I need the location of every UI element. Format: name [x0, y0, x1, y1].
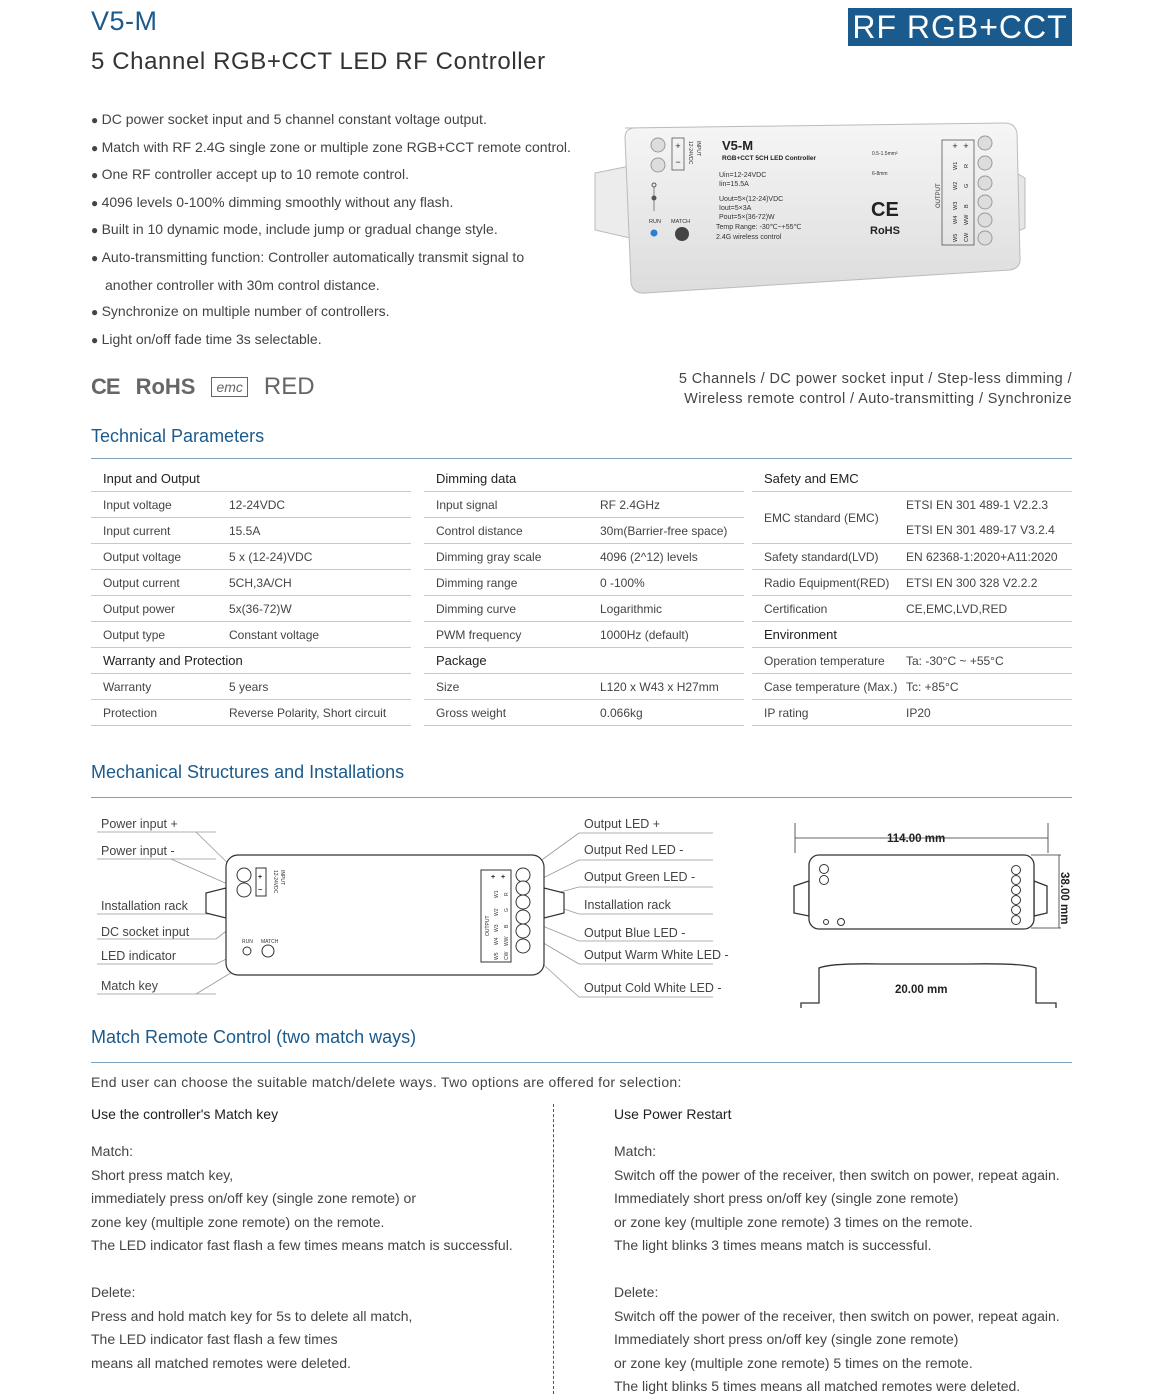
- product-subtitle: 5 Channel RGB+CCT LED RF Controller: [91, 48, 546, 75]
- tech-row: [91, 674, 411, 700]
- tech-key: Input signal: [436, 497, 498, 512]
- mech-output-label: OUTPUT: [485, 915, 491, 936]
- mech-label-output-red: Output Red LED -: [584, 843, 684, 857]
- tech-column-3: [752, 466, 1072, 726]
- tech-key: Radio Equipment(RED): [764, 575, 890, 590]
- tech-key: Size: [436, 679, 460, 694]
- match-method-key: [91, 1103, 541, 1375]
- emc-logo: emc: [211, 377, 247, 397]
- tech-value: 5 x (12-24)VDC: [229, 549, 313, 564]
- dim-length: 114.00 mm: [887, 833, 946, 845]
- match-step: or zone key (multiple zone remote) 3 times on the remote.: [614, 1213, 973, 1230]
- tech-group-title: Package: [436, 653, 487, 668]
- product-out-plus: +: [952, 141, 958, 151]
- tech-value: 5CH,3A/CH: [229, 575, 292, 590]
- product-channel-label: W3: [953, 201, 959, 210]
- tech-row: [424, 700, 744, 726]
- tech-group-header: [424, 648, 744, 674]
- column-divider: [553, 1104, 554, 1394]
- tech-value: 1000Hz (default): [600, 627, 689, 642]
- delete-heading: Delete:: [91, 1284, 136, 1301]
- tech-row: [91, 518, 411, 544]
- product-input-voltage: 12-24VDC: [687, 141, 693, 165]
- tech-value: ETSI EN 301 489-17 V3.2.4: [906, 523, 1055, 537]
- match-step: The LED indicator fast flash a few times means match is successful.: [91, 1237, 513, 1254]
- mech-minus: −: [258, 887, 263, 894]
- match-step: immediately press on/off key (single zone remote) or: [91, 1190, 416, 1207]
- delete-step: Switch off the power of the receiver, then switch on power, repeat again.: [614, 1307, 1060, 1324]
- delete-step: The light blinks 5 times means all matched remotes were deleted.: [614, 1378, 1021, 1395]
- product-channel-label: W5: [953, 233, 959, 242]
- mech-plus: +: [501, 874, 506, 881]
- tech-value: Constant voltage: [229, 627, 320, 642]
- tech-key: Warranty: [103, 679, 152, 694]
- red-logo: RED: [263, 373, 315, 400]
- mech-label-power-minus: Power input -: [101, 844, 175, 858]
- section-rule: [91, 458, 1072, 459]
- dim-width: 38.00 mm: [1058, 872, 1070, 925]
- tech-key: Dimming gray scale: [436, 549, 542, 564]
- section-title-mech: Mechanical Structures and Installations: [91, 762, 405, 782]
- tech-group-title: Input and Output: [103, 471, 200, 486]
- tech-key: PWM frequency: [436, 627, 522, 642]
- match-step: Switch off the power of the receiver, then switch on power, repeat again.: [614, 1166, 1060, 1183]
- tech-row: [91, 492, 411, 518]
- feature-item: ● 4096 levels 0-100% dimming smoothly without any flash.: [91, 189, 591, 217]
- mech-channel-label: W2: [494, 908, 500, 916]
- mech-input-label: INPUT: [279, 870, 285, 885]
- mech-channel-label: CW: [504, 951, 510, 960]
- tech-group-header: [752, 466, 1072, 492]
- mech-channel-label: W3: [494, 924, 500, 932]
- tech-row: [752, 596, 1072, 622]
- tech-key: Protection: [103, 705, 158, 720]
- certification-logos: [91, 372, 315, 402]
- mech-input-voltage: 12-24VDC: [272, 870, 278, 894]
- match-step: Short press match key,: [91, 1166, 234, 1183]
- tech-row: [91, 700, 411, 726]
- product-label-temp: Temp Range: -30℃~+55℃: [716, 224, 802, 231]
- mech-label-install-rack-left: Installation rack: [101, 899, 188, 913]
- ce-mark-icon: CE: [871, 199, 899, 221]
- tech-value: 15.5A: [229, 523, 261, 538]
- tech-row: [91, 570, 411, 596]
- match-method-title: Use Power Restart: [614, 1106, 732, 1122]
- mech-channel-label: WW: [504, 936, 510, 946]
- tech-row: [424, 622, 744, 648]
- product-wire-spec1: 0.5-1.5mm²: [872, 151, 898, 157]
- tech-value: CE,EMC,LVD,RED: [906, 601, 1008, 616]
- mech-label-install-rack-right: Installation rack: [584, 898, 671, 912]
- tech-key: Dimming range: [436, 575, 518, 590]
- run-led-icon: [651, 230, 658, 237]
- tech-group-title: Safety and EMC: [764, 471, 859, 486]
- rohs-mark: RoHS: [870, 225, 900, 237]
- section-title-tech: Technical Parameters: [91, 426, 265, 446]
- product-label-uout: Uout=5×(12-24)VDC: [719, 196, 784, 203]
- tech-column-2: [424, 466, 744, 726]
- tech-value: 0.066kg: [600, 705, 643, 720]
- product-channel-label: B: [964, 204, 970, 208]
- mech-label-output-warm: Output Warm White LED -: [584, 948, 729, 962]
- delete-step: or zone key (multiple zone remote) 5 times on the remote.: [614, 1354, 973, 1371]
- tech-key: Output current: [103, 575, 180, 590]
- tech-group-header: [752, 622, 1072, 648]
- tech-value: 5x(36-72)W: [229, 601, 292, 616]
- tech-key: Operation temperature: [764, 653, 885, 668]
- product-label-pout: Pout=5×(36-72)W: [719, 214, 775, 221]
- match-step: The light blinks 3 times means match is successful.: [614, 1237, 932, 1254]
- tech-value: L120 x W43 x H27mm: [600, 679, 719, 694]
- product-label-desc: RGB+CCT 5CH LED Controller: [722, 155, 817, 162]
- feature-item: ● One RF controller accept up to 10 remote control.: [91, 161, 591, 189]
- mech-label-power-plus: Power input +: [101, 817, 178, 831]
- product-channel-label: W2: [953, 181, 959, 190]
- feature-item: ● Match with RF 2.4G single zone or multiple zone RGB+CCT remote control.: [91, 134, 591, 162]
- section-rule: [91, 797, 1072, 798]
- tech-value: 12-24VDC: [229, 497, 286, 512]
- tech-key: Case temperature (Max.): [764, 679, 898, 694]
- product-channel-label: CW: [964, 232, 970, 242]
- mech-channel-label: W4: [494, 937, 500, 945]
- product-label-wireless: 2.4G wireless control: [716, 234, 782, 241]
- tech-key: EMC standard (EMC): [764, 510, 879, 525]
- product-label-model: V5-M: [722, 138, 754, 153]
- product-minus: −: [675, 157, 681, 167]
- section-rule: [91, 1062, 1072, 1063]
- tech-key: IP rating: [764, 705, 809, 720]
- product-channel-label: R: [964, 164, 970, 168]
- tech-value: Logarithmic: [600, 601, 663, 616]
- feature-item: ● Light on/off fade time 3s selectable.: [91, 326, 591, 354]
- mechanical-diagram: [91, 808, 1072, 1008]
- product-channel-label: W4: [953, 215, 959, 224]
- model-name: V5-M: [91, 6, 158, 36]
- product-wire-spec2: 6-8mm: [872, 171, 888, 177]
- mech-label-output-blue: Output Blue LED -: [584, 926, 686, 940]
- mech-label-match-key: Match key: [101, 979, 158, 993]
- tech-value: Tc: +85°C: [906, 679, 959, 694]
- match-method-power: [614, 1103, 1070, 1398]
- match-method-title: Use the controller's Match key: [91, 1106, 279, 1122]
- tech-key: Certification: [764, 601, 828, 616]
- mech-plus: +: [258, 874, 263, 881]
- tech-key: Safety standard(LVD): [764, 549, 879, 564]
- tech-key: Gross weight: [436, 705, 507, 720]
- tech-row: [752, 648, 1072, 674]
- tech-key: Input current: [103, 523, 171, 538]
- match-step: zone key (multiple zone remote) on the remote.: [91, 1213, 385, 1230]
- tech-row: [752, 700, 1072, 726]
- product-label-iout: Iout=5×3A: [719, 205, 752, 212]
- mech-channel-label: B: [504, 924, 510, 928]
- tech-key: Input voltage: [103, 497, 172, 512]
- mech-channel-label: W1: [494, 890, 500, 898]
- delete-step: means all matched remotes were deleted.: [91, 1354, 351, 1371]
- mech-label-led-indicator: LED indicator: [101, 949, 177, 963]
- tech-group-title: Warranty and Protection: [103, 653, 243, 668]
- feature-item: ● DC power socket input and 5 channel constant voltage output.: [91, 106, 591, 134]
- tech-group-header: [424, 466, 744, 492]
- mech-plus: +: [491, 874, 496, 881]
- product-run-label: RUN: [649, 219, 661, 225]
- feature-list: [91, 106, 591, 353]
- tech-key: Output type: [103, 627, 166, 642]
- mech-run-label: RUN: [242, 939, 253, 945]
- tech-row: [424, 518, 744, 544]
- feature-summary: [679, 370, 1072, 409]
- mech-label-output-plus: Output LED +: [584, 817, 661, 831]
- tech-group-title: Environment: [764, 627, 837, 642]
- feature-item: ● Built in 10 dynamic mode, include jump or gradual change style.: [91, 216, 591, 244]
- delete-step: Immediately short press on/off key (single zone remote): [614, 1331, 959, 1348]
- rohs-logo: RoHS: [135, 374, 196, 399]
- tech-row: [91, 596, 411, 622]
- tech-value: Ta: -30°C ~ +55°C: [906, 653, 1004, 668]
- tech-row: [424, 570, 744, 596]
- product-channel-label: WW: [964, 214, 970, 225]
- tech-group-header: [91, 648, 411, 674]
- tech-column-1: [91, 466, 411, 726]
- product-label-uin: Uin=12-24VDC: [719, 172, 767, 179]
- match-heading: Match:: [614, 1143, 657, 1160]
- tech-value: 30m(Barrier-free space): [600, 523, 728, 538]
- match-key-icon: [675, 227, 689, 241]
- tech-value: 0 -100%: [600, 575, 645, 590]
- tech-row: [424, 492, 744, 518]
- category-badge: RF RGB+CCT: [848, 8, 1072, 46]
- product-channel-label: W1: [953, 161, 959, 170]
- tech-group-header: [91, 466, 411, 492]
- mech-channel-label: G: [504, 908, 510, 912]
- tech-value: 4096 (2^12) levels: [600, 549, 698, 564]
- tech-row: [424, 674, 744, 700]
- mech-channel-label: R: [504, 892, 510, 896]
- mech-label-output-green: Output Green LED -: [584, 870, 696, 884]
- tech-value: ETSI EN 301 489-1 V2.2.3: [906, 498, 1049, 512]
- tech-value: 5 years: [229, 679, 269, 694]
- mech-label-output-cold: Output Cold White LED -: [584, 981, 722, 995]
- delete-heading: Delete:: [614, 1284, 659, 1301]
- summary-line: Wireless remote control / Auto-transmitting / Synchronize: [684, 390, 1072, 407]
- product-channel-label: G: [964, 183, 970, 188]
- product-image: [585, 118, 1035, 298]
- tech-row: [752, 544, 1072, 570]
- delete-step: The LED indicator fast flash a few times: [91, 1331, 338, 1348]
- tech-row: [91, 622, 411, 648]
- tech-key: Output power: [103, 601, 176, 616]
- mech-channel-label: W5: [494, 952, 500, 960]
- delete-step: Press and hold match key for 5s to delete all match,: [91, 1307, 413, 1324]
- tech-value: EN 62368-1:2020+A11:2020: [906, 549, 1058, 564]
- ce-logo-icon: CE: [91, 374, 120, 399]
- tech-value: ETSI EN 300 328 V2.2.2: [906, 575, 1038, 590]
- tech-row: [752, 492, 1072, 544]
- product-plus: +: [675, 141, 681, 151]
- tech-row: [752, 570, 1072, 596]
- feature-item: ● Auto-transmitting function: Controller automatically transmit signal to another controller with 30m control distance.: [91, 244, 591, 298]
- feature-item: ● Synchronize on multiple number of controllers.: [91, 298, 591, 326]
- tech-value: RF 2.4GHz: [600, 497, 661, 512]
- tech-row: [424, 596, 744, 622]
- tech-key: Dimming curve: [436, 601, 517, 616]
- product-label-iin: Iin=15.5A: [719, 181, 749, 188]
- tech-key: Control distance: [436, 523, 523, 538]
- product-input-label: INPUT: [695, 141, 701, 156]
- tech-value: Reverse Polarity, Short circuit: [229, 705, 387, 720]
- section-title-match: Match Remote Control (two match ways): [91, 1027, 417, 1047]
- summary-line: 5 Channels / DC power socket input / Step-less dimming /: [678, 371, 1072, 387]
- match-step: Immediately short press on/off key (single zone remote): [614, 1190, 959, 1207]
- mech-label-dc-socket: DC socket input: [101, 925, 190, 939]
- match-intro: End user can choose the suitable match/delete ways. Two options are offered for selection:: [91, 1074, 682, 1090]
- tech-group-title: Dimming data: [436, 471, 517, 486]
- tech-row: [424, 544, 744, 570]
- dim-height: 20.00 mm: [895, 984, 948, 996]
- tech-row: [752, 674, 1072, 700]
- product-match-label: MATCH: [671, 219, 691, 225]
- mech-match-label: MATCH: [261, 939, 279, 945]
- tech-key: Output voltage: [103, 549, 182, 564]
- product-output-label: OUTPUT: [936, 183, 942, 208]
- product-out-plus: +: [963, 141, 969, 151]
- match-heading: Match:: [91, 1143, 134, 1160]
- tech-row: [91, 544, 411, 570]
- tech-value: IP20: [906, 705, 931, 720]
